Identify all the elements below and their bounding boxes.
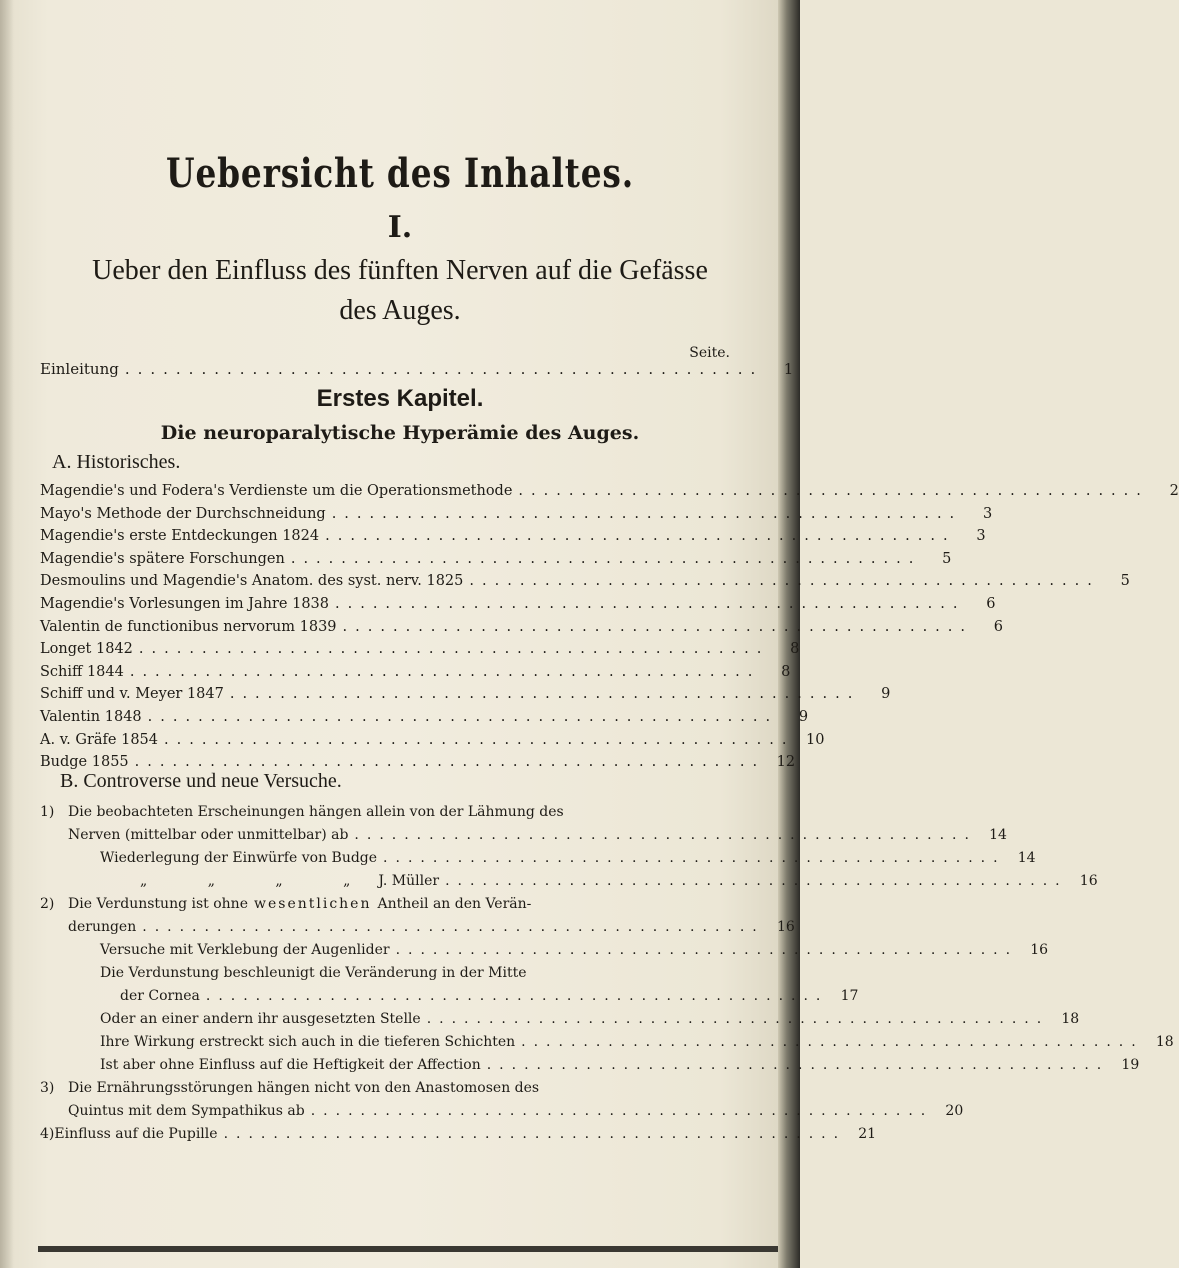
ditto-marks: „ „ „ „ — [140, 873, 379, 889]
entry-label: Oder an einer andern ihr ausgesetzten Stelle — [100, 1011, 421, 1027]
entry-label: Quintus mit dem Sympathikus ab — [68, 1103, 305, 1119]
entry-page: 19 — [1121, 1057, 1140, 1073]
entry-page: 1 — [783, 360, 794, 378]
entry-label: Magendie's und Fodera's Verdienste um die Operationsmethode — [40, 483, 513, 499]
leader-dots: .................................................. — [331, 505, 963, 522]
entry-label: Magendie's spätere Forschungen — [40, 550, 285, 567]
leader-dots: .................................................. — [335, 595, 966, 612]
toc-entry[interactable] — [40, 1100, 964, 1123]
entry-label: der Cornea — [120, 988, 200, 1004]
entry-page: 9 — [798, 708, 809, 725]
toc-entry[interactable] — [40, 916, 795, 939]
item-number: 4) — [40, 1126, 55, 1142]
entry-label: J. Müller — [378, 873, 440, 889]
toc-entry[interactable] — [40, 1031, 1174, 1054]
toc-entry[interactable] — [40, 1008, 1080, 1031]
toc-entry[interactable] — [40, 847, 1036, 870]
entry-label: Einfluss auf die Pupille — [54, 1126, 218, 1142]
chapter-title: Erstes Kapitel. — [316, 385, 484, 412]
entry-label: Wiederlegung der Einwürfe von Budge — [100, 850, 378, 866]
toc-entry[interactable] — [40, 801, 736, 824]
toc-entry[interactable] — [40, 1054, 1140, 1077]
entry-label: Valentin de functionibus nervorum 1839 — [40, 618, 337, 635]
entry-label: Nerven (mittelbar oder unmittelbar) ab — [68, 827, 349, 843]
entry-label: Budge 1855 — [40, 754, 129, 771]
entry-label: Antheil an den Verän- — [377, 896, 532, 912]
entry-page: 9 — [881, 686, 891, 703]
entry-label: Die beobachteten Erscheinungen hängen allein von der Lähmung des — [68, 804, 564, 820]
toc-entry[interactable] — [40, 893, 736, 916]
item-number: 1) — [40, 804, 55, 820]
leader-dots: .................................................. — [142, 919, 765, 935]
entry-label: Die Verdunstung ist ohne — [68, 896, 248, 912]
chapter-subtitle: Die neuroparalytische Hyperämie des Auges. — [160, 422, 640, 444]
part-title-line1: Ueber den Einfluss des fünften Nerven auf die Gefässe — [92, 255, 708, 286]
toc-entry[interactable] — [40, 570, 1130, 593]
toc-entry[interactable] — [40, 683, 891, 706]
part-number: I. — [387, 210, 413, 245]
toc-entry[interactable] — [40, 729, 825, 752]
leader-dots: .................................................. — [395, 942, 1019, 958]
leader-dots: .................................................. — [486, 1057, 1110, 1073]
entry-label: Schiff 1844 — [40, 663, 124, 680]
toc-entry[interactable] — [40, 824, 1007, 847]
toc-entry[interactable] — [40, 870, 1098, 893]
leader-dots: .................................................. — [223, 1126, 847, 1142]
entry-page: 6 — [986, 595, 996, 612]
entry-page: 2 — [1169, 483, 1179, 499]
entry-page: 18 — [1155, 1034, 1174, 1050]
entry-page: 20 — [945, 1103, 964, 1119]
toc-entry-einleitung[interactable] — [40, 360, 794, 378]
leader-dots: .................................................. — [354, 827, 977, 843]
entry-label: Die Ernährungsstörungen hängen nicht von den Anastomosen des — [68, 1080, 540, 1096]
entry-label: A. v. Gräfe 1854 — [40, 731, 158, 748]
entry-label: Einleitung — [40, 360, 119, 378]
section-b-entries — [40, 801, 1174, 1146]
entry-label: Versuche mit Verklebung der Augenlider — [100, 942, 390, 958]
toc-entry[interactable] — [40, 985, 859, 1008]
entry-label: Magendie's erste Entdeckungen 1824 — [40, 528, 320, 545]
entry-label: Desmoulins und Magendie's Anatom. des syst. nerv. 1825 — [40, 573, 464, 590]
entry-page: 5 — [942, 550, 952, 567]
entry-page: 14 — [1017, 850, 1036, 866]
toc-entry[interactable] — [40, 939, 1049, 962]
entry-page: 10 — [806, 731, 825, 748]
entry-label: Magendie's Vorlesungen im Jahre 1838 — [40, 595, 329, 612]
leader-dots: .................................................. — [325, 528, 956, 545]
leader-dots: .................................................. — [521, 1034, 1144, 1050]
toc-entry[interactable] — [40, 962, 736, 985]
toc-entry[interactable] — [40, 616, 1004, 639]
toc-entry[interactable] — [40, 1123, 877, 1146]
section-a-title: A. Historisches. — [52, 451, 181, 473]
section-a-entries — [40, 480, 1179, 774]
item-number: 3) — [40, 1080, 55, 1096]
entry-page: 16 — [1079, 873, 1098, 889]
toc-entry[interactable] — [40, 593, 996, 616]
leader-dots: .................................................. — [164, 731, 795, 748]
entry-page: 17 — [840, 988, 859, 1004]
leader-dots: .................................................. — [342, 618, 974, 635]
leader-dots: .................................................. — [147, 708, 779, 725]
toc-entry[interactable] — [40, 480, 1179, 503]
toc-entry[interactable] — [40, 525, 986, 548]
leader-dots: .................................................. — [134, 754, 766, 771]
toc-entry[interactable] — [40, 661, 791, 684]
entry-label: derungen — [68, 919, 137, 935]
entry-label-emphasis: wesentlichen — [253, 896, 372, 912]
entry-label: Die Verdunstung beschleunigt die Veränderung in der Mitte — [100, 965, 527, 981]
item-number: 2) — [40, 896, 55, 912]
entry-label: Longet 1842 — [40, 641, 133, 658]
leader-dots: .................................................. — [445, 873, 1068, 889]
entry-page: 12 — [776, 754, 796, 771]
leader-dots: .................................................. — [290, 550, 922, 567]
leader-dots: .................................................. — [383, 850, 1006, 866]
leader-dots: .................................................. — [469, 573, 1100, 590]
entry-label: Valentin 1848 — [40, 708, 142, 725]
entry-page: 18 — [1061, 1011, 1080, 1027]
page-gutter-shadow — [0, 0, 14, 1268]
leader-dots: .................................................. — [129, 663, 761, 680]
leader-dots: .................................................. — [518, 483, 1149, 499]
part-title-line2: des Auges. — [339, 295, 461, 326]
entry-page: 16 — [1030, 942, 1049, 958]
toc-entry[interactable] — [40, 706, 809, 729]
toc-entry[interactable] — [40, 638, 800, 661]
entry-page: 14 — [989, 827, 1007, 843]
leader-dots: .................................................. — [205, 988, 829, 1004]
leader-dots: .................................................. — [310, 1103, 934, 1119]
bottom-rule — [38, 1246, 778, 1252]
entry-page: 6 — [993, 618, 1004, 635]
toc-entry[interactable] — [40, 503, 993, 526]
leader-dots: .................................................. — [426, 1011, 1050, 1027]
entry-page: 21 — [858, 1126, 877, 1142]
entry-label: Ihre Wirkung erstreckt sich auch in die tieferen Schichten — [100, 1034, 516, 1050]
entry-page: 8 — [781, 663, 791, 680]
leader-dots: .................................................. — [138, 641, 770, 658]
toc-entry[interactable] — [40, 548, 952, 571]
page-column-label: Seite. — [689, 345, 730, 361]
entry-page: 3 — [982, 505, 993, 522]
entry-page: 3 — [976, 528, 986, 545]
entry-label: Mayo's Methode der Durchschneidung — [40, 505, 326, 522]
section-b-title: B. Controverse und neue Versuche. — [60, 770, 342, 792]
entry-label: Ist aber ohne Einfluss auf die Heftigkeit der Affection — [100, 1057, 481, 1073]
entry-label: Schiff und v. Meyer 1847 — [40, 686, 224, 703]
entry-page: 5 — [1120, 573, 1130, 590]
leader-dots: .................................................. — [229, 686, 861, 703]
leader-dots: .................................................. — [124, 360, 764, 378]
toc-heading: Uebersicht des Inhaltes. — [166, 150, 634, 197]
entry-page: 8 — [790, 641, 800, 658]
toc-entry[interactable] — [40, 1077, 736, 1100]
entry-page: 16 — [776, 919, 795, 935]
